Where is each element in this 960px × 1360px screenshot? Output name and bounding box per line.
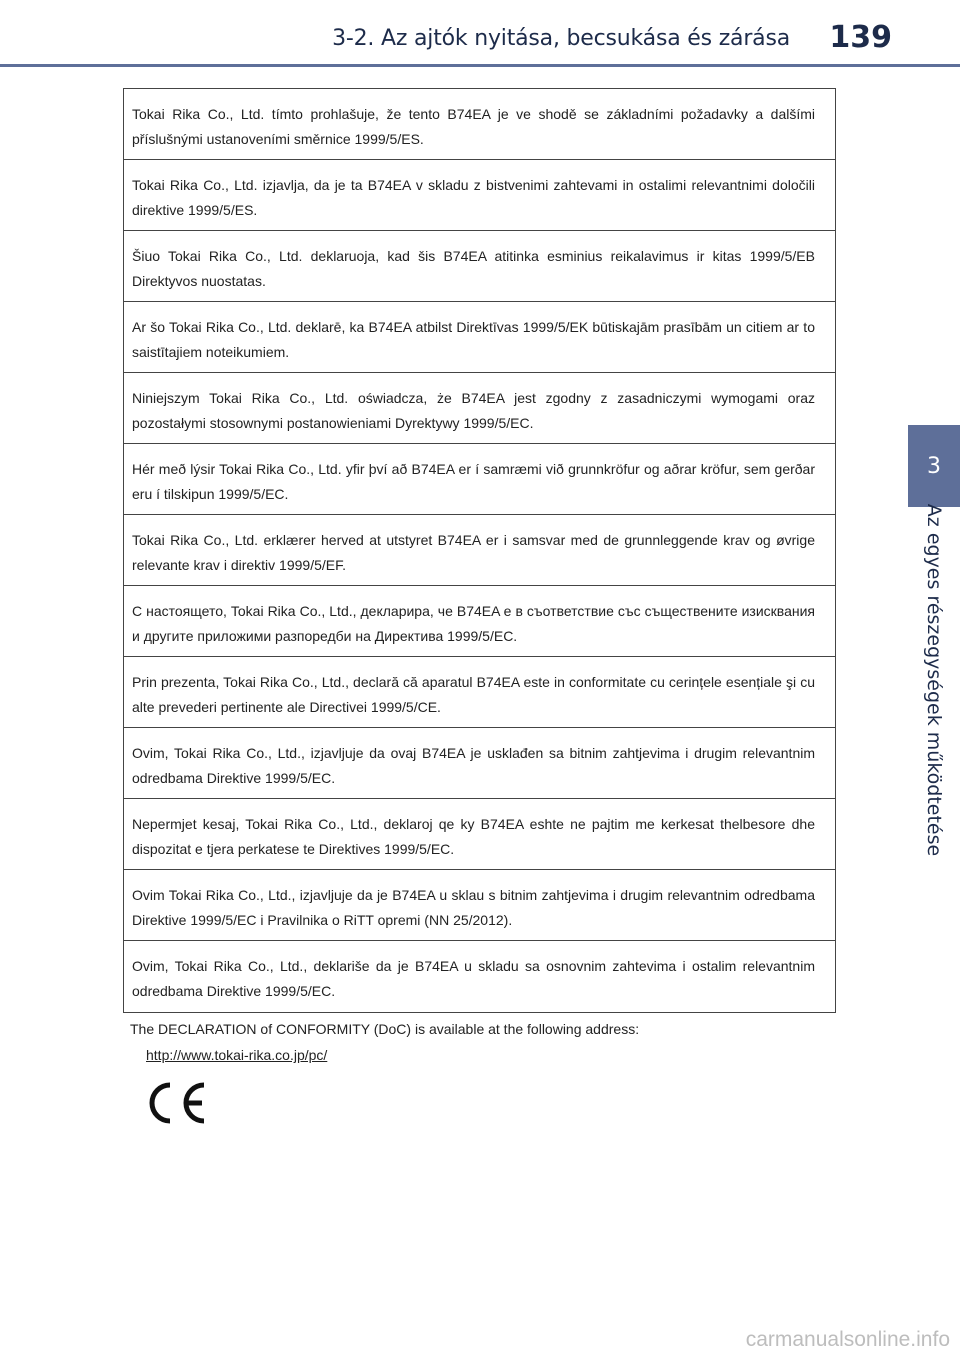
doc-availability-note: The DECLARATION of CONFORMITY (DoC) is available at the following address: [130,1021,640,1037]
declaration-bs: Ovim, Tokai Rika Co., Ltd., izjavljuje da ovaj B74EA je usklađen sa bitnim zahtjevima i drugim relevantnim odredbama Direktive 1999/5/EC. [124,728,835,799]
declaration-pl: Niniejszym Tokai Rika Co., Ltd. oświadcza, że B74EA jest zgodny z zasadniczymi wymogami oraz pozostałymi stosownymi postanowieniami Dyrektywy 1999/5/EC. [124,373,835,444]
declaration-sr: Ovim, Tokai Rika Co., Ltd., deklariše da je B74EA u skladu sa osnovnim zahtevima i ostalim relevantnim odredbama Direktive 1999/5/EC. [132,958,815,999]
declaration-lt: Šiuo Tokai Rika Co., Ltd. deklaruoja, kad šis B74EA atitinka esminius reikalavimus ir kitas 1999/5/EB Direktyvos nuostatas. [124,231,835,302]
declaration-lv: Ar šo Tokai Rika Co., Ltd. deklarē, ka B74EA atbilst Direktīvas 1999/5/EK būtiskajām prasībām un citiem ar to saistītajiem noteikumiem. [124,302,835,373]
declaration-sq: Nepermjet kesaj, Tokai Rika Co., Ltd., deklaroj qe ky B74EA eshte ne pajtim me kerkesat thelbesore dhe dispozitat e tjera perkatese te Direktives 1999/5/EC. [124,799,835,870]
declaration-cs: Tokai Rika Co., Ltd. tímto prohlašuje, že tento B74EA je ve shodě se základními požadavky a dalšími příslušnými ustanoveními směrnice 1999/5/ES. [124,89,835,160]
declaration-hr: Ovim Tokai Rika Co., Ltd., izjavljuje da je B74EA u sklau s bitnim zahtjevima i drugim relevantnim odredbama Direktive 1999/5/EC i Pravilnika o RiTT opremi (NN 25/2012). [124,870,835,941]
declaration-bg: С настоящето, Tokai Rika Co., Ltd., декларира, че B74EA е в съответствие със съществените изисквания и другите приложими разпоредби на Директива 1999/5/EC. [124,586,835,657]
page-header [0,0,960,72]
declaration-ro: Prin prezenta, Tokai Rika Co., Ltd., declară că aparatul B74EA este in conformitate cu cerințele esențiale şi cu alte prevederi pertinente ale Directivei 1999/5/CE. [124,657,835,728]
declaration-sl: Tokai Rika Co., Ltd. izjavlja, da je ta B74EA v skladu z bistvenimi zahtevami in ostalimi relevantnimi določili direktive 1999/5/ES. [124,160,835,231]
section-title: 3-2. Az ajtók nyitása, becsukása és zárása [332,26,790,51]
chapter-tab [908,425,960,507]
header-divider [0,64,960,67]
watermark: carmanualsonline.info [745,1328,950,1351]
declaration-no: Tokai Rika Co., Ltd. erklærer herved at utstyret B74EA er i samsvar med de grunnleggende krav og øvrige relevante krav i direktiv 1999/5/EF. [124,515,835,586]
declaration-table [123,88,836,1013]
page-number: 139 [829,20,892,55]
doc-url-link[interactable]: http://www.tokai-rika.co.jp/pc/ [146,1047,328,1063]
chapter-number: 3 [927,453,941,479]
declaration-is: Hér með lýsir Tokai Rika Co., Ltd. yfir því að B74EA er í samræmi við grunnkröfur og aðrar kröfur, sem gerðar eru í tilskipun 1999/5/EC. [124,444,835,515]
ce-mark-icon [146,1080,210,1126]
chapter-title: Az egyes részegységek működtetése [923,503,945,857]
